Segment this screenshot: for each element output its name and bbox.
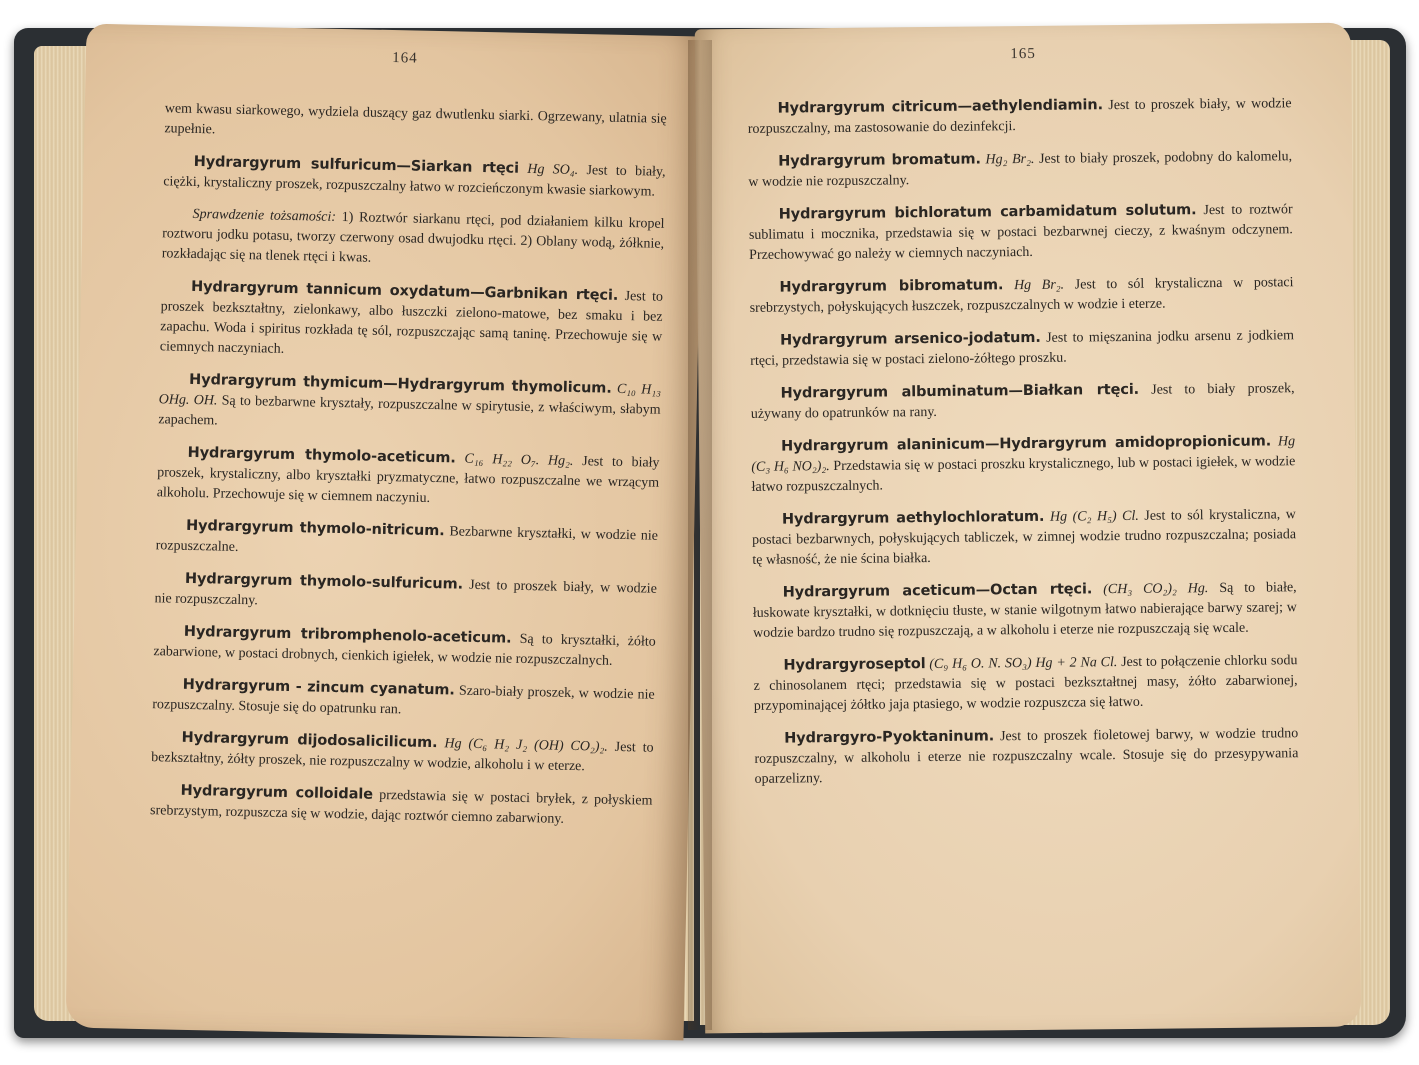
entry [151,727,654,779]
entry-text: Jest to sól krystaliczna, w postaci bezbarwnych, połyskujących tabliczek, w zimnej wodzie trudno rozpuszczalna; posiada tę własność, że nie ścina białka. [752,507,1297,568]
entry-text: Jest to proszek biały, w wodzie nie rozpuszczalny. [154,577,658,609]
entry-text: Jest to roztwór sublimatu i mocznika, przedstawia się w postaci bezbarwnej cieczy, z kwaśnym odczynem. Przechowywać go należy w ciemnych naczyniach. [748,202,1293,263]
entry-text: Jest to proszek biały, w wodzie rozpuszczalny, ma zastosowanie do dezinfekcji. [747,96,1292,137]
entry [153,621,656,673]
entry [162,204,665,274]
left-page [66,24,705,1041]
entry-heading: Hydrargyrum albuminatum—Białkan rtęci. [780,381,1140,402]
entry-formula: Hg SO₄. [527,161,579,178]
entry-heading: Hydrargyrum thymolo-aceticum. [187,444,456,467]
continuation-text: wem kwasu siarkowego, wydziela duszący gaz dwutlenku siarki. Ogrzewany, ulatnia się zupełnie. [164,101,667,138]
entry-heading: Hydrargyroseptol [783,656,926,674]
entry-text: Jest to połączenie chlorku sodu z chinosolanem rtęci; przedstawia się w postaci bezkształtnej masy, żółto zabarwionej, przypominającej żółtko jaja ptasiego, w wodzie rozpuszcza się łatwo. [753,653,1298,714]
entry-formula: Hg Br₂. [1013,277,1065,294]
right-entries [747,93,1298,790]
entry-heading: Hydrargyrum bromatum. [778,151,981,170]
entry-heading: Hydrargyrum aethylochloratum. [781,508,1045,528]
entry-heading: Hydrargyrum arsenico-jodatum. [779,329,1041,349]
entry [160,276,664,367]
right-page [695,23,1361,1034]
entry [752,504,1297,571]
entry-formula: Hg (C₂ H₅) Cl. [1049,508,1139,525]
entry [150,780,653,832]
entry-text: Są to białe, łuskowate kryształki, w dotknięciu tłuste, w stanie wilgotnym łatwo nabierające barwy szarej; w wodzie bardzo trudno się rozpuszczają, a w alkoholu i eterze nie rozpuszczają się wcale. [752,580,1297,641]
page-number-right: 165 [1010,45,1036,63]
entry-heading: Hydrargyrum aceticum—Octan rtęci. [782,581,1093,601]
entry [753,650,1298,717]
entry [749,199,1294,266]
entry-heading: Hydrargyro-Pyoktaninum. [784,728,995,747]
entry [753,577,1298,644]
entry-heading: Hydrargyrum thymolo-nitricum. [185,517,445,540]
entry-heading: Hydrargyrum tannicum oxydatum—Garbnikan rtęci. [190,278,619,304]
entry-heading: Hydrargyrum bichloratum carbamidatum solutum. [778,202,1197,223]
entry [750,325,1294,372]
entry-heading: Hydrargyrum tribromphenolo-aceticum. [183,623,512,647]
entry [158,369,661,440]
entry [154,568,657,620]
entry-text: Bezbarwne kryształki, w wodzie nie rozpuszczalne. [155,524,659,555]
entry-text: Jest to biały proszek, podobny do kalomelu, w wodzie nie rozpuszczalny. [748,149,1293,190]
entry [152,674,655,726]
entry-text: 1) Roztwór siarkanu rtęci, pod działaniem kilku kropel roztworu jodku potasu, tworzy czerwony osad dwujodku rtęci. 2) Oblany wodą, żółknie, rozkładając się na tlenek rtęci i kwas. [161,210,665,266]
left-entries [150,151,666,831]
entry [747,93,1291,140]
entry-text: Szaro-biały proszek, w wodzie nie rozpuszczalny. Stosuje się do opatrunku ran. [152,683,655,718]
entry-text: Jest to mięszanina jodku arsenu z jodkiem rtęci, przedstawia się w postaci zielono-żółtego proszku. [750,328,1295,369]
entry [750,378,1294,425]
entry [157,442,660,513]
page-number-left: 164 [392,50,418,67]
entry-text: Jest to biały proszek, używany do opatrunków na rany. [750,381,1295,422]
entry-heading: Hydrargyrum citricum—aethylendiamin. [777,97,1104,117]
entry-text: Jest to bezkształtny, żółty proszek, nie rozpuszczalny w wodzie, alkoholu i w eterze. [151,739,654,775]
entry-text: przedstawia się w postaci bryłek, z połyskiem srebrzystym, rozpuszcza się w wodzie, dając roztwór ciemno zabarwiony. [149,787,653,827]
entry-text: Są to bezbarwne kryształy, rozpuszczalne w spirytusie, z właściwym, słabym zapachem. [158,393,661,429]
entry-text: Jest to proszek bezkształtny, zielonkawy, albo łuszczki zielono-matowe, bez smaku i bez zapachu. Woda i spiritus rozkłada tę sól, rozpuszczając samą taninę. Przechowuje się w ciemnych naczyniach. [159,288,664,357]
entry-formula: (C₉ H₆ O. N. SO₃) Hg + 2 Na Cl. [929,655,1118,673]
entry-heading: Hydrargyrum thymicum—Hydrargyrum thymolicum. [188,371,612,397]
entry-formula: Hg (C₆ H₂ J₂ (OH) CO₂)₂. [444,736,608,755]
entry-heading: Hydrargyrum bibromatum. [779,277,1004,296]
entry-heading: Hydrargyrum alaninicum—Hydrargyrum amidopropionicum. [781,433,1272,455]
entry-heading: Hydrargyrum - zincum cyanatum. [182,676,455,699]
entry-heading: Hydrargyrum sulfuricum—Siarkan rtęci [193,153,520,177]
entry-text: Jest to sól krystaliczna w postaci srebrzystych, połyskujących łuszczek, rozpuszczalnych w wodzie i eterze. [749,275,1294,316]
entry-formula: C₁₆ H₂₂ O₇. Hg₂. [464,451,574,469]
entry-text: Jest to proszek fioletowej barwy, w wodzie trudno rozpuszczalny, w alkoholu i eterze nie rozpuszczalny wcale. Stosuje się do przesypywania oparzelizny. [754,726,1299,787]
entry-text: Są to kryształki, żółto zabarwione, w postaci drobnych, cienkich igiełek, w wodzie nie rozpuszczalnych. [153,631,656,669]
entry [751,431,1296,498]
entry [155,515,658,567]
entry [748,146,1292,193]
book-spine-gutter [688,40,712,1030]
entry [754,723,1299,790]
entry-formula: Hg (C₃ H₆ NO₂)₂. [751,434,1296,475]
entry-text: Jest to biały proszek, krystaliczny, albo kryształki pryzmatyczne, łatwo rozpuszczalne we wrzącym alkoholu. Przechowuje się w ciemnem naczyniu. [156,454,660,506]
entry-heading: Hydrargyrum dijodosalicilicum. [181,729,438,752]
entry-heading: Hydrargyrum thymolo-sulfuricum. [184,570,464,593]
entry-formula: Hg₂ Br₂. [985,151,1035,168]
entry-text: Przedstawia się w postaci proszku krystalicznego, lub w postaci igiełek, w wodzie łatwo rozpuszczalnych. [751,454,1296,495]
entry-note-label: Sprawdzenie tożsamości: [192,206,337,225]
entry [163,151,666,203]
entry-formula: (CH₃ CO₂)₂ Hg. [1103,581,1209,598]
entry-text: Jest to biały, ciężki, krystaliczny proszek, rozpuszczalny łatwo w rozcieńczonym kwasie siarkowym. [163,163,666,200]
entry [749,272,1293,319]
entry-heading: Hydrargyrum colloidale [180,782,374,803]
entry-formula: C₁₀ H₁₃ OHg. OH. [158,381,662,409]
